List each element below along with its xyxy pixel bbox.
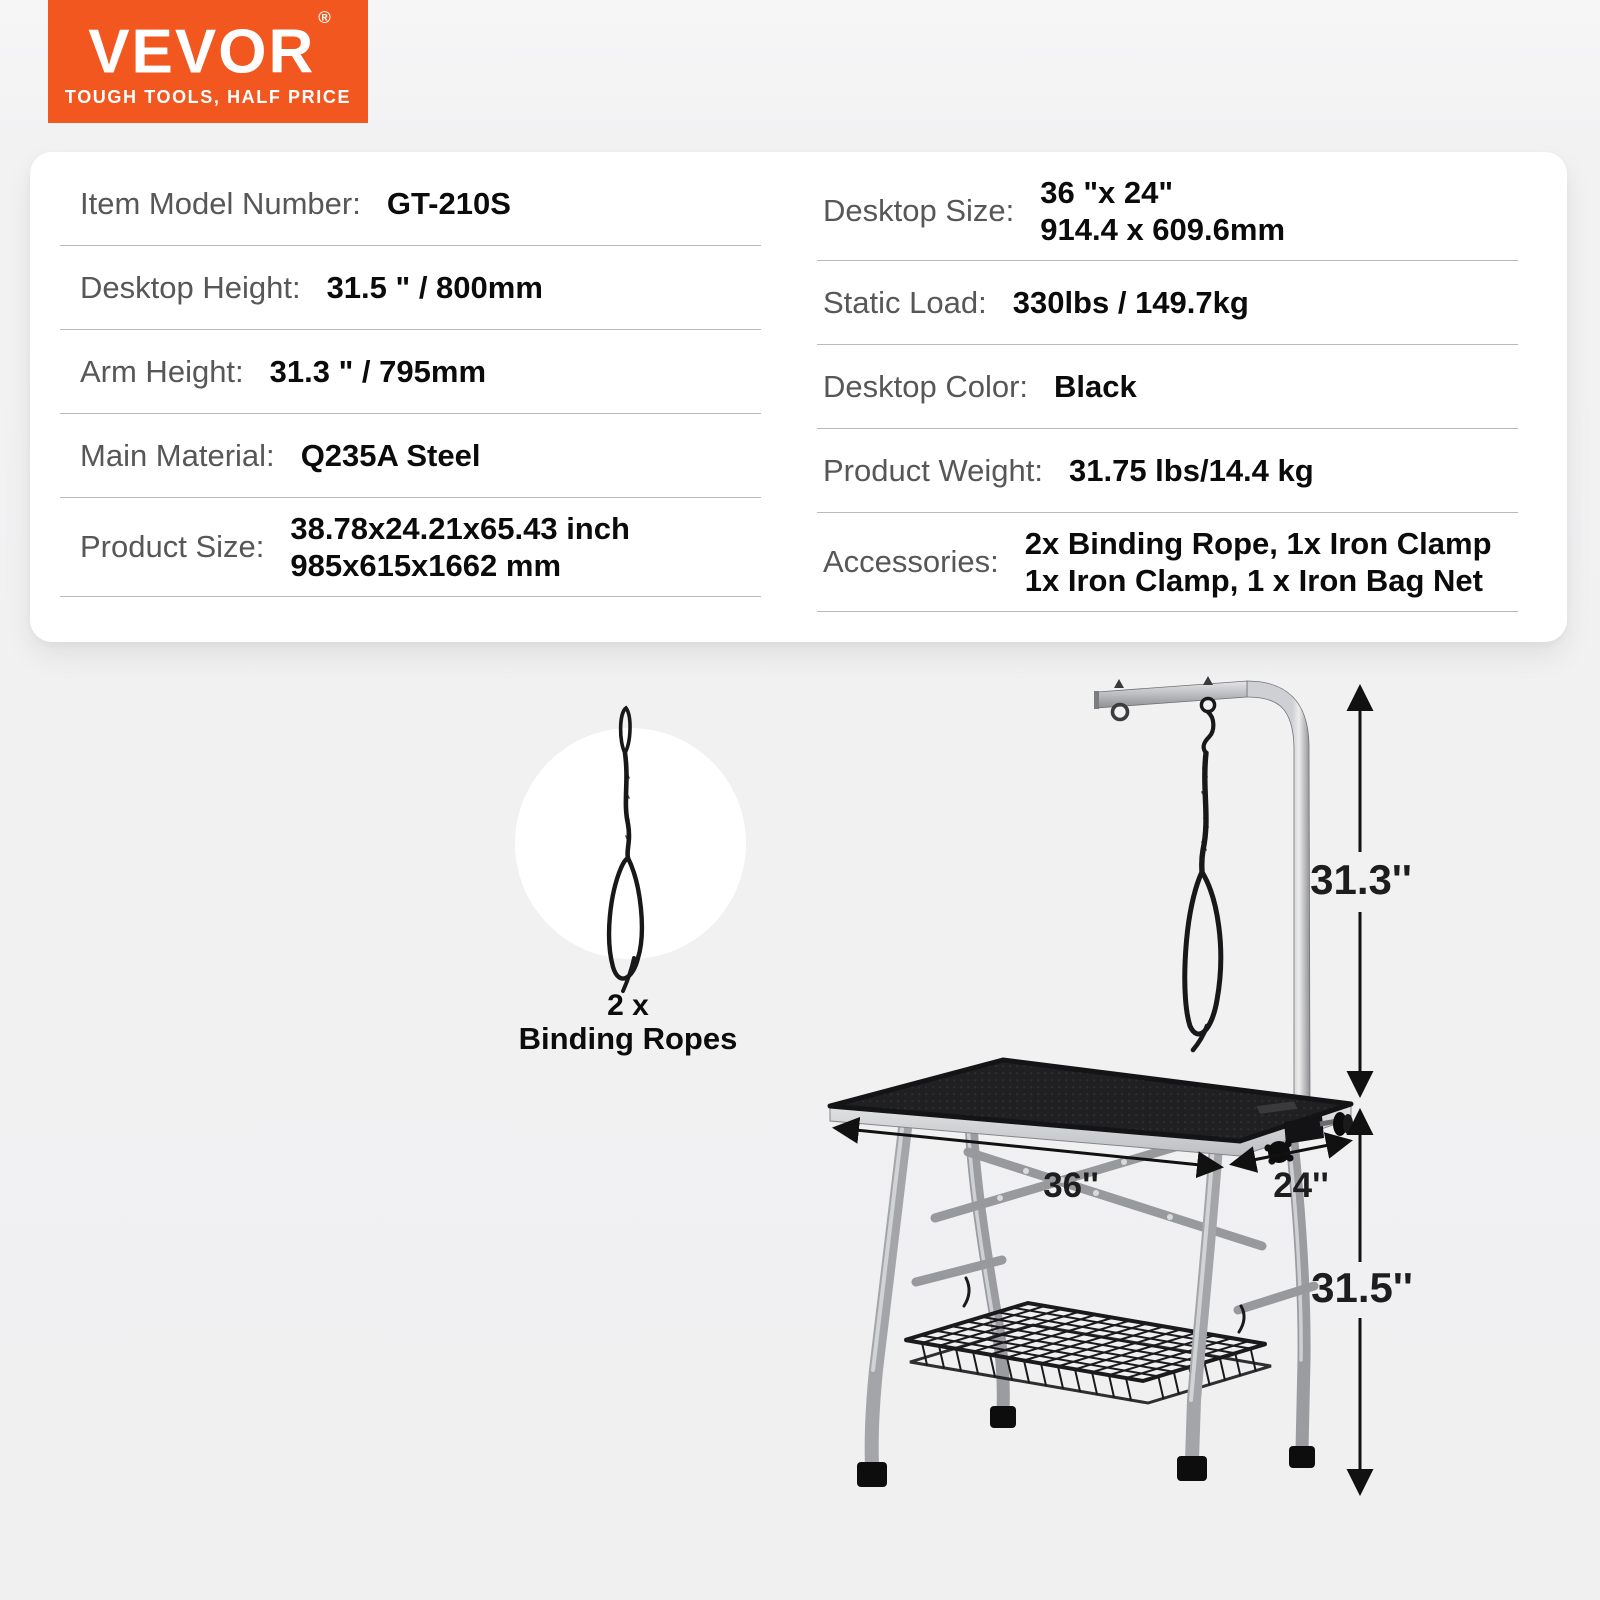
spec-label: Accessories:: [823, 544, 999, 579]
front-left-foot-cap: [857, 1462, 887, 1487]
table-length-label: 36'': [1043, 1166, 1099, 1205]
spec-row-accessories: [817, 513, 1518, 612]
spec-row-product-weight: [817, 429, 1518, 513]
spec-value: GT-210S: [386, 186, 511, 221]
spec-label: Product Size:: [80, 529, 265, 564]
spec-row-main-material: [60, 414, 761, 498]
spec-row-model-number: [60, 162, 761, 246]
spec-value: Black: [1054, 369, 1137, 404]
binding-rope-drawing: [609, 708, 642, 991]
arm-eyelet-ring: [1113, 705, 1128, 720]
spec-value: Q235A Steel: [300, 438, 481, 473]
brand-logo: [48, 0, 368, 123]
basket-hook: [964, 1278, 969, 1306]
spec-label: Main Material:: [80, 437, 275, 473]
spec-row-desktop-height: [60, 246, 761, 330]
wire-basket: [905, 1278, 1271, 1403]
rope-caption: [458, 990, 798, 1056]
spec-value: 38.78x24.21x65.43 inch 985x615x1662 mm: [290, 511, 630, 583]
brand-text: VEVOR: [88, 17, 316, 87]
leash-loop: [1185, 872, 1221, 1034]
spec-row-product-size: [60, 498, 761, 597]
spec-row-arm-height: [60, 330, 761, 414]
spec-label: Desktop Height:: [80, 269, 301, 305]
rear-left-foot-cap: [990, 1406, 1016, 1428]
spec-label: Arm Height:: [80, 353, 244, 389]
spec-value: 31.5 " / 800mm: [326, 270, 543, 305]
binding-rope-image: [585, 690, 675, 1010]
leg-height-label: 31.5'': [1311, 1264, 1413, 1311]
spec-label: Desktop Color:: [823, 368, 1029, 404]
spec-row-static-load: [817, 261, 1518, 345]
spec-label: Desktop Size:: [823, 193, 1015, 228]
leash: [1185, 698, 1221, 1050]
eyelet-pin: [1114, 679, 1124, 688]
spec-value: 36 "x 24" 914.4 x 609.6mm: [1040, 175, 1286, 247]
arm-height-label: 31.3'': [1310, 856, 1412, 903]
leash-clip: [1204, 712, 1214, 753]
spec-column-left: [60, 162, 761, 642]
leash-ring: [1201, 698, 1214, 711]
rope-quantity: 2 x: [607, 989, 649, 1022]
spec-row-desktop-size: [817, 162, 1518, 261]
spec-value: 330lbs / 149.7kg: [1012, 285, 1249, 320]
spec-value: 31.3 " / 795mm: [269, 354, 487, 389]
rear-right-foot-cap: [1289, 1446, 1315, 1468]
spec-label: Item Model Number:: [80, 185, 361, 221]
brand-name: [88, 7, 331, 87]
spec-column-right: [817, 162, 1518, 642]
registered-mark: ®: [318, 7, 331, 27]
rope-name: Binding Ropes: [518, 1021, 738, 1056]
table-depth-label: 24'': [1273, 1166, 1329, 1205]
spec-value: 31.75 lbs/14.4 kg: [1068, 453, 1314, 488]
front-right-foot-cap: [1177, 1456, 1207, 1481]
grooming-table-illustration: [780, 640, 1600, 1560]
spec-value: 2x Binding Rope, 1x Iron Clamp 1x Iron Clamp, 1 x Iron Bag Net: [1024, 526, 1492, 598]
spec-card: [30, 152, 1567, 642]
brand-tagline: TOUGH TOOLS, HALF PRICE: [64, 87, 352, 108]
spec-label: Product Weight:: [823, 452, 1043, 488]
spec-row-desktop-color: [817, 345, 1518, 429]
spec-label: Static Load:: [823, 284, 987, 320]
